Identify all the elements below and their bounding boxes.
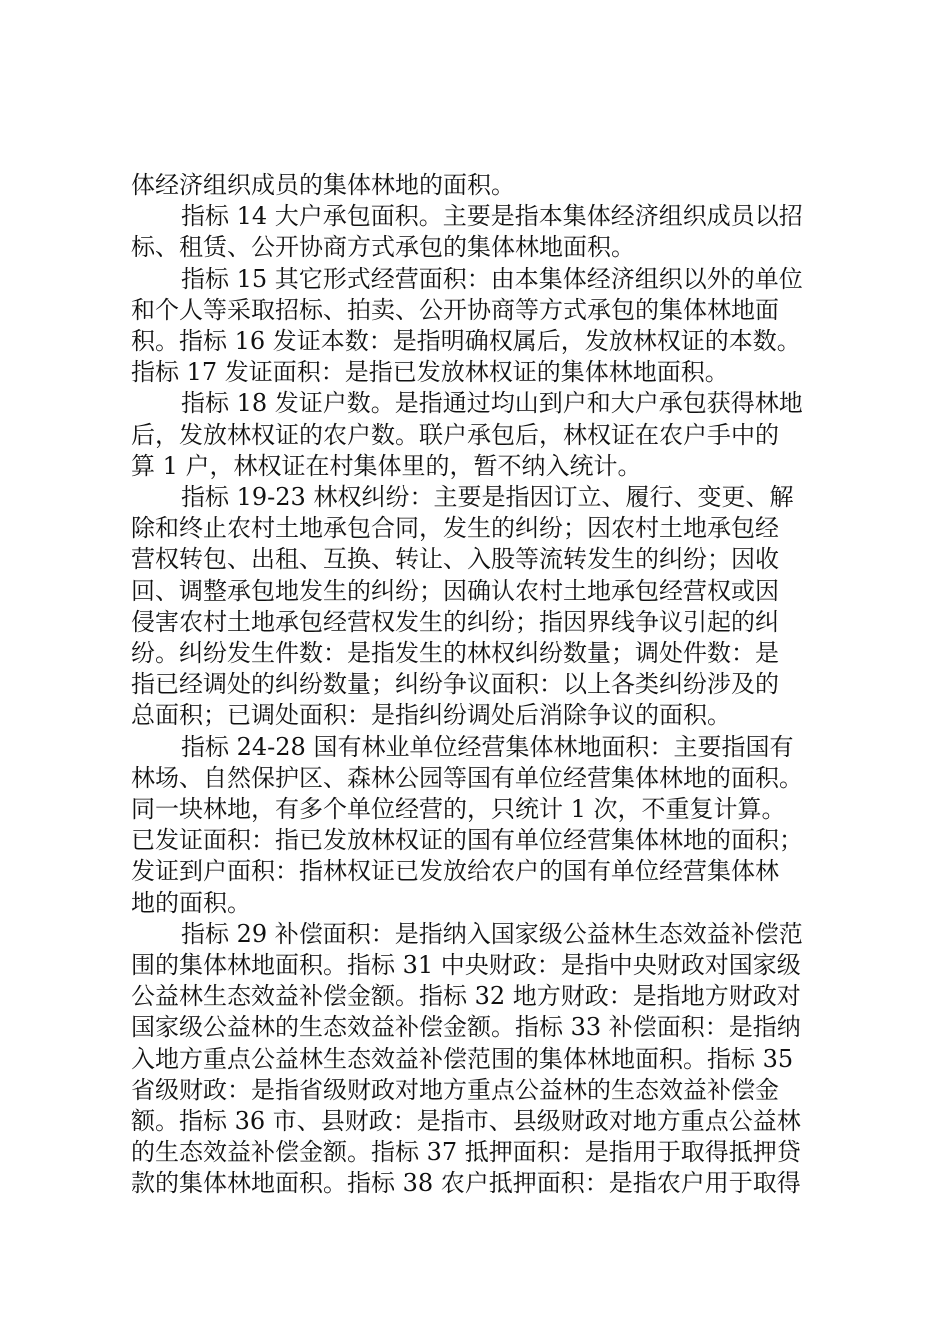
text-line: 指标 29 补偿面积：是指纳入国家级公益林生态效益补偿范 [181, 919, 803, 948]
text-line: 纷。纠纷发生件数：是指发生的林权纠纷数量；调处件数：是 [131, 639, 779, 667]
text-line: 已发证面积：指已发放林权证的国有单位经营集体林地的面积； [131, 826, 803, 855]
text-line: 指标 24-28 国有林业单位经营集体林地面积：主要指国有 [181, 732, 794, 761]
text-line: 指标 19-23 林权纠纷：主要是指因订立、履行、变更、解 [181, 483, 794, 511]
text-line: 侵害农村土地承包经营权发生的纠纷；指因界线争议引起的纠 [131, 607, 779, 636]
text-line: 国家级公益林的生态效益补偿金额。指标 33 补偿面积：是指纳 [131, 1013, 801, 1042]
text-line: 额。指标 36 市、县财政：是指市、县级财政对地方重点公益林 [131, 1107, 801, 1135]
text-line: 林场、自然保护区、森林公园等国有单位经营集体林地的面积。 [131, 763, 803, 792]
text-line: 回、调整承包地发生的纠纷；因确认农村土地承包经营权或因 [131, 576, 779, 605]
text-line: 和个人等采取招标、拍卖、公开协商等方式承包的集体林地面 [131, 295, 779, 324]
text-line: 的生态效益补偿金额。指标 37 抵押面积：是指用于取得抵押贷 [131, 1138, 801, 1167]
text-line: 指标 18 发证户数。是指通过均山到户和大户承包获得林地 [181, 389, 803, 418]
text-line: 款的集体林地面积。指标 38 农户抵押面积：是指农户用于取得 [131, 1169, 801, 1198]
text-line: 地的面积。 [131, 888, 251, 917]
text-line: 体经济组织成员的集体林地的面积。 [131, 171, 515, 199]
text-line: 积。指标 16 发证本数：是指明确权属后，发放林权证的本数。 [131, 327, 801, 355]
text-line: 算 1 户，林权证在村集体里的，暂不纳入统计。 [131, 451, 642, 480]
text-line: 围的集体林地面积。指标 31 中央财政：是指中央财政对国家级 [131, 951, 801, 979]
text-line: 指标 14 大户承包面积。主要是指本集体经济组织成员以招 [181, 202, 803, 231]
text-line: 后，发放林权证的农户数。联户承包后，林权证在农户手中的 [131, 420, 779, 449]
text-line: 指已经调处的纠纷数量；纠纷争议面积：以上各类纠纷涉及的 [131, 670, 779, 699]
text-line: 同一块林地，有多个单位经营的，只统计 1 次，不重复计算。 [131, 795, 786, 823]
text-line: 指标 15 其它形式经营面积：由本集体经济组织以外的单位 [181, 264, 803, 293]
text-line: 指标 17 发证面积：是指已发放林权证的集体林地面积。 [131, 358, 729, 387]
text-line: 总面积；已调处面积：是指纠纷调处后消除争议的面积。 [131, 701, 731, 730]
text-line: 标、租赁、公开协商方式承包的集体林地面积。 [131, 233, 635, 262]
text-line: 发证到户面积：指林权证已发放给农户的国有单位经营集体林 [131, 857, 779, 886]
text-line: 省级财政：是指省级财政对地方重点公益林的生态效益补偿金 [131, 1075, 779, 1104]
text-line: 公益林生态效益补偿金额。指标 32 地方财政：是指地方财政对 [131, 982, 801, 1011]
text-line: 营权转包、出租、互换、转让、入股等流转发生的纠纷；因收 [131, 545, 779, 574]
text-line: 除和终止农村土地承包合同，发生的纠纷；因农村土地承包经 [131, 514, 779, 543]
text-line: 入地方重点公益林生态效益补偿范围的集体林地面积。指标 35 [131, 1044, 794, 1073]
